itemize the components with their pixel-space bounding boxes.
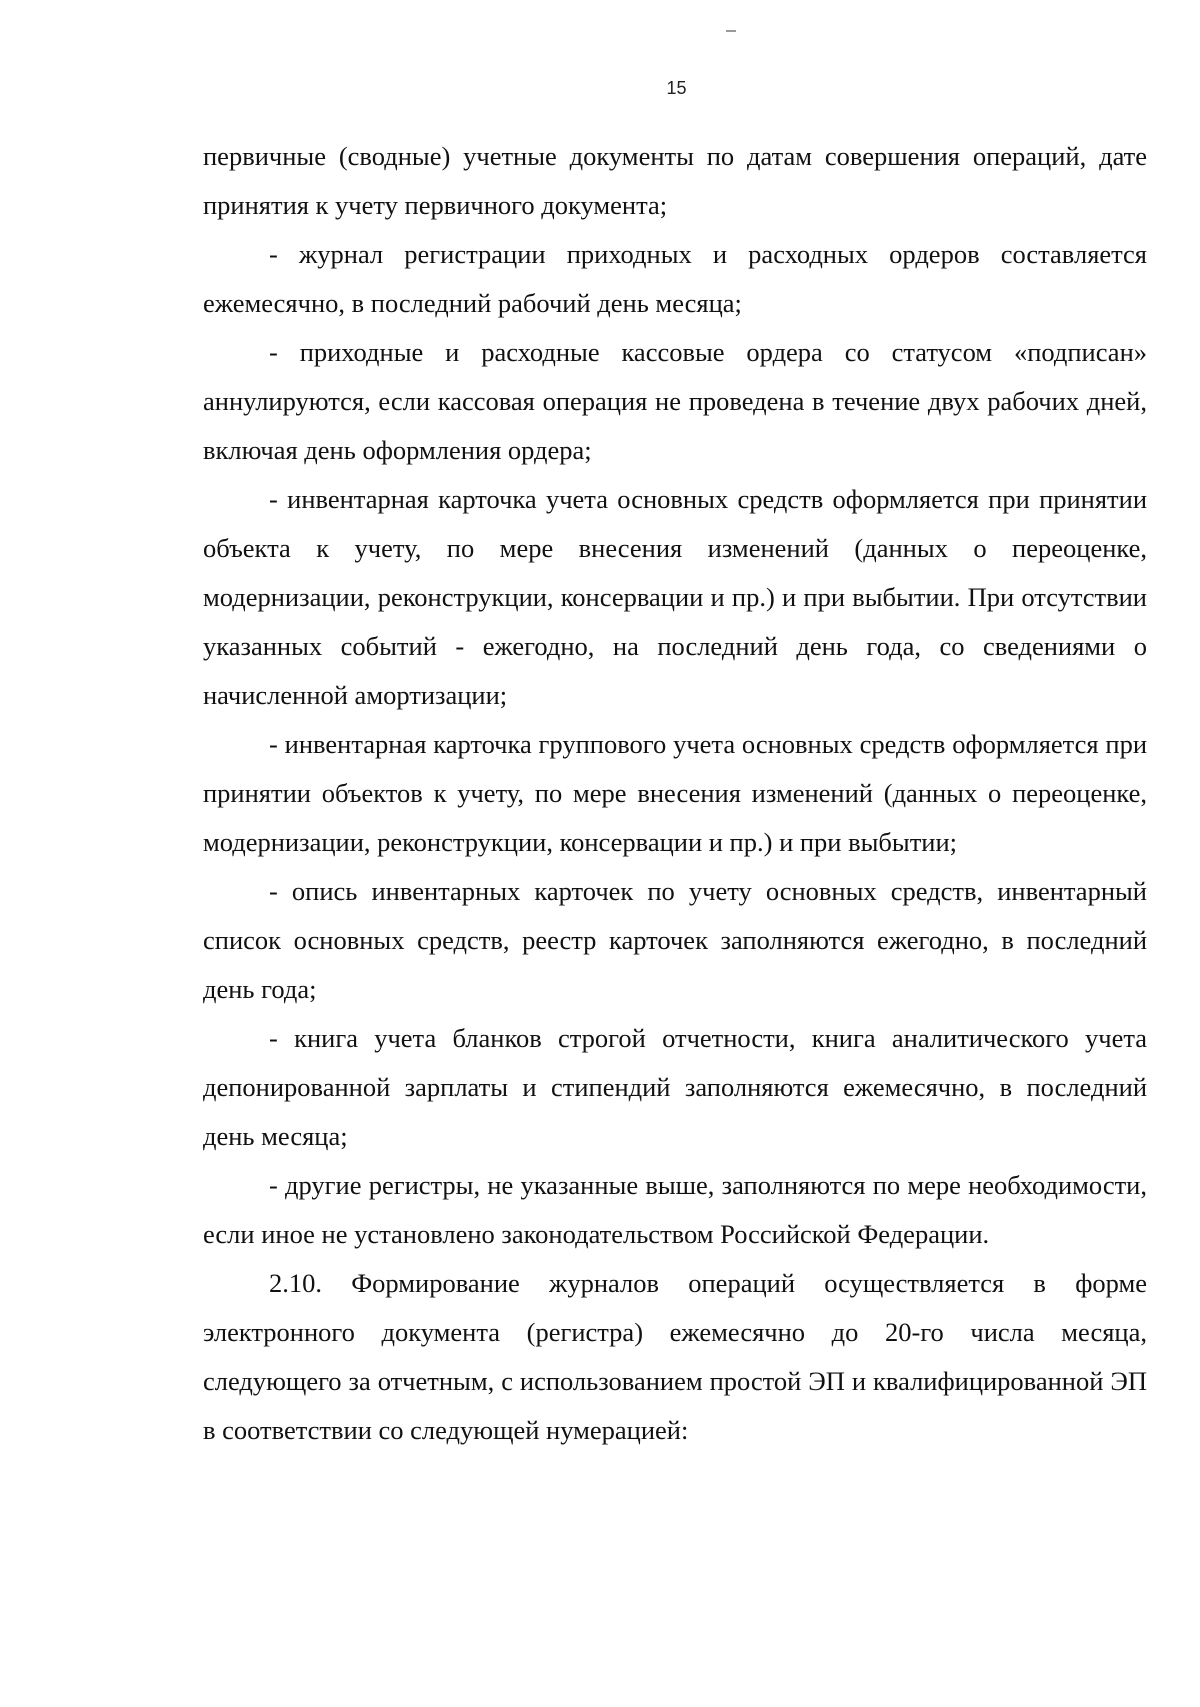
paragraph-cash-orders-annulment: - приходные и расходные кассовые ордера со статусом «подписан» аннулируются, если кассовая операция не проведена в течение двух рабочих дней, включая день оформления ордера; (203, 337, 1147, 465)
paragraph-inventory-card: - инвентарная карточка учета основных средств оформляется при принятии объекта к учету, по мере внесения изменений (данных о переоценке, модернизации, реконструкции, консервации и пр.) и при выбытии. При отсутствии указанных событий - ежегодно, на последний день года, со сведениями о начисленной амортизации; (203, 484, 1147, 710)
paragraph-group-inventory-card: - инвентарная карточка группового учета основных средств оформляется при принятии объектов к учету, по мере внесения изменений (данных о переоценке, модернизации, реконструкции, консервации и пр.) и при выбытии; (203, 729, 1147, 857)
paragraph-strict-forms-book: - книга учета бланков строгой отчетности, книга аналитического учета депонированной зарплаты и стипендий заполняются ежемесячно, в последний день месяца; (203, 1023, 1147, 1151)
document-body (203, 132, 1147, 1455)
paragraph-continuation: первичные (сводные) учетные документы по датам совершения операций, дате принятия к учету первичного документа; (203, 141, 1147, 220)
paragraph-other-registers: - другие регистры, не указанные выше, заполняются по мере необходимости, если иное не установлено законодательством Российской Федерации. (203, 1170, 1147, 1249)
paragraph-inventory-list: - опись инвентарных карточек по учету основных средств, инвентарный список основных средств, реестр карточек заполняются ежегодно, в последний день года; (203, 876, 1147, 1004)
scan-mark (726, 30, 736, 32)
paragraph-section-2-10: 2.10. Формирование журналов операций осуществляется в форме электронного документа (регистра) ежемесячно до 20-го числа месяца, следующего за отчетным, с использованием простой ЭП и квалифицированной ЭП в соответствии со следующей нумерацией: (203, 1268, 1147, 1445)
page-number: 15 (666, 78, 687, 98)
paragraph-cash-order-journal: - журнал регистрации приходных и расходных ордеров составляется ежемесячно, в последний рабочий день месяца; (203, 239, 1147, 318)
